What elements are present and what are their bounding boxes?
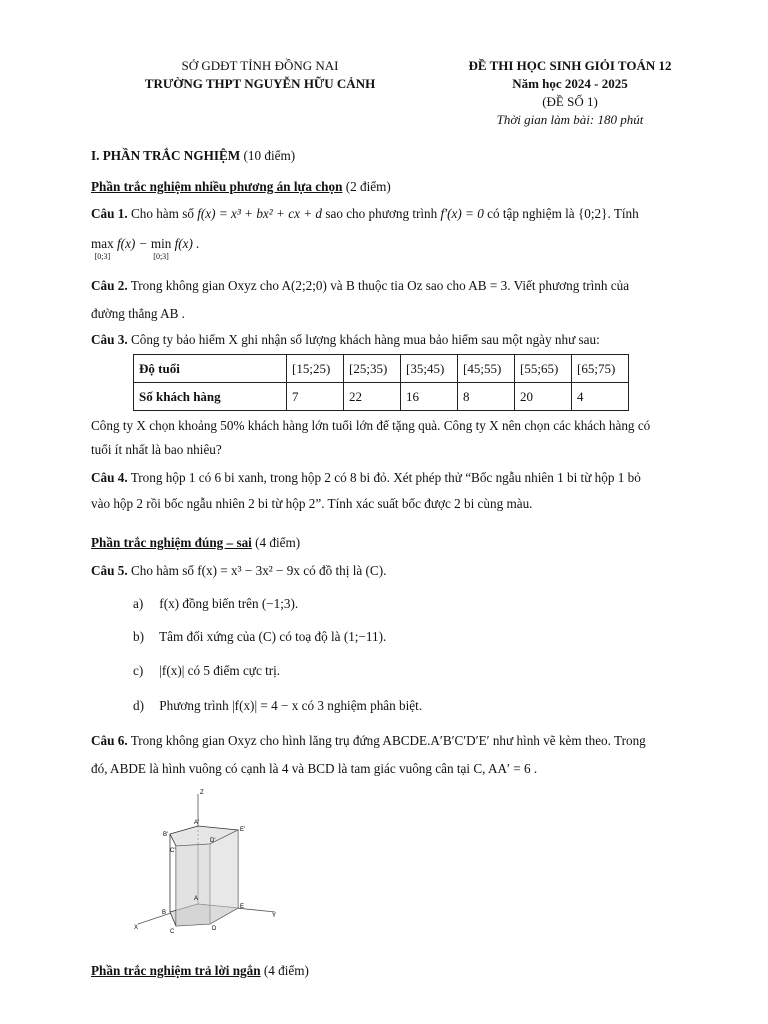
option-text: |f(x)| có 5 điểm cực trị. — [159, 663, 281, 678]
question-label: Câu 2. — [91, 278, 128, 293]
question-2-cont — [91, 304, 696, 323]
question-label: Câu 4. — [91, 470, 128, 485]
part-short-answer — [91, 961, 696, 980]
label-y: Y — [272, 913, 277, 919]
q4-text: Trong hộp 1 có 6 bi xanh, trong hộp 2 có 8 bi đỏ. Xét phép thử “Bốc ngẫu nhiên 1 bi từ hộp 1 bỏ — [130, 470, 641, 485]
table-cell: 8 — [458, 383, 515, 411]
question-3-cont — [91, 440, 696, 459]
q3-text: Công ty X chọn khoảng 50% khách hàng lớn tuổi lớn để tặng quà. Công ty X nên chọn các khách hàng có — [91, 418, 651, 433]
label-x: X — [134, 925, 139, 931]
option-label: d) — [133, 698, 144, 713]
table-cell: 16 — [401, 383, 458, 411]
q2-text: đường thẳng AB . — [91, 306, 185, 321]
school-header — [120, 57, 400, 93]
label-d: D — [212, 926, 217, 932]
label-c: C — [170, 929, 175, 935]
question-label: Câu 5. — [91, 563, 128, 578]
department-name: SỞ GDĐT TỈNH ĐỒNG NAI — [181, 58, 339, 73]
label-b: B — [162, 910, 167, 916]
section-title — [91, 146, 696, 165]
table-header-cell: Độ tuổi — [134, 355, 287, 383]
customer-table — [133, 354, 629, 411]
table-cell: [55;65) — [515, 355, 572, 383]
q4-text: vào hộp 2 rồi bốc ngẫu nhiên 2 bi từ hộp 2”. Tính xác suất bốc được 2 bi cùng màu. — [91, 496, 533, 511]
label-a-prime: A' — [194, 820, 200, 826]
table-cell: 22 — [344, 383, 401, 411]
table-row — [134, 355, 629, 383]
table-cell: 7 — [287, 383, 344, 411]
q6-text: Trong không gian Oxyz cho hình lăng trụ đứng ABCDE.A′B′C′D′E′ như hình vẽ kèm theo. Trong — [130, 733, 646, 748]
option-text: f(x) đồng biến trên (−1;3). — [159, 596, 299, 611]
question-2 — [91, 276, 696, 295]
section-title-text: I. PHẦN TRẮC NGHIỆM — [91, 148, 241, 163]
option-label: c) — [133, 663, 144, 678]
front-face — [176, 844, 210, 926]
q1-expression-part: f(x) . — [174, 236, 200, 251]
exam-duration: Thời gian làm bài: 180 phút — [496, 112, 644, 127]
max-text: max — [91, 236, 114, 251]
min-operator — [151, 236, 172, 261]
part-title: Phần trắc nghiệm nhiều phương án lựa chọn — [91, 179, 343, 194]
option-d — [133, 696, 422, 715]
label-b-prime: B' — [163, 832, 169, 838]
exam-title: ĐỀ THI HỌC SINH GIỎI TOÁN 12 — [468, 58, 672, 73]
part-title: Phần trắc nghiệm trả lời ngắn — [91, 963, 261, 978]
exam-number: (ĐỀ SỐ 1) — [542, 94, 598, 109]
q1-text: Cho hàm số — [130, 206, 194, 221]
part-title: Phần trắc nghiệm đúng – sai — [91, 535, 252, 550]
q5-text: Cho hàm số f(x) = x³ − 3x² − 9x có đồ thị là (C). — [130, 563, 387, 578]
option-label: b) — [133, 629, 144, 644]
part-points: (2 điểm) — [345, 179, 391, 194]
table-row — [134, 383, 629, 411]
school-year: Năm học 2024 - 2025 — [512, 76, 628, 91]
option-text: Tâm đối xứng của (C) có toạ độ là (1;−11). — [159, 629, 387, 644]
question-3-cont — [91, 416, 696, 435]
table-cell: [65;75) — [572, 355, 629, 383]
table-cell: [35;45) — [401, 355, 458, 383]
part-points: (4 điểm) — [263, 963, 309, 978]
option-a — [133, 594, 298, 613]
max-subscript: [0;3] — [94, 252, 111, 261]
question-label: Câu 1. — [91, 206, 128, 221]
question-3 — [91, 330, 696, 349]
question-4 — [91, 468, 696, 487]
question-6-cont — [91, 759, 696, 778]
table-header-cell: Số khách hàng — [134, 383, 287, 411]
option-text: Phương trình |f(x)| = 4 − x có 3 nghiệm phân biệt. — [159, 698, 423, 713]
part-multiple-choice — [91, 177, 696, 196]
label-c-prime: C' — [170, 848, 176, 854]
max-operator — [91, 236, 114, 261]
table-cell: [45;55) — [458, 355, 515, 383]
q1-expression-part: f(x) − — [117, 236, 151, 251]
question-label: Câu 3. — [91, 332, 128, 347]
label-a: A — [194, 896, 199, 902]
question-4-cont — [91, 494, 696, 513]
q1-set: {0;2} — [577, 206, 608, 221]
school-name: TRƯỜNG THPT NGUYỄN HỮU CẢNH — [144, 76, 376, 91]
q1-text: có tập nghiệm là — [487, 206, 575, 221]
option-label: a) — [133, 596, 144, 611]
option-c — [133, 661, 280, 680]
table-cell: [25;35) — [344, 355, 401, 383]
q1-formula: f(x) = x³ + bx² + cx + d — [197, 206, 323, 221]
question-6 — [91, 731, 696, 750]
q3-text: Công ty bảo hiểm X ghi nhận số lượng khách hàng mua bảo hiểm sau một ngày như sau: — [130, 332, 600, 347]
question-5 — [91, 561, 696, 580]
min-text: min — [150, 236, 172, 251]
label-d-prime: D' — [210, 838, 216, 844]
q1-expression — [91, 236, 200, 261]
q2-text: Trong không gian Oxyz cho A(2;2;0) và B thuộc tia Oz sao cho AB = 3. Viết phương trình của — [130, 278, 630, 293]
question-label: Câu 6. — [91, 733, 128, 748]
side-face — [210, 830, 238, 924]
min-subscript: [0;3] — [153, 252, 169, 261]
q6-text: đó, ABDE là hình vuông có cạnh là 4 và BCD là tam giác vuông cân tại C, AA′ = 6 . — [91, 761, 538, 776]
label-e-prime: E' — [240, 827, 246, 833]
q1-text: sao cho phương trình — [325, 206, 438, 221]
option-b — [133, 627, 386, 646]
prism-figure — [130, 784, 280, 944]
q1-equation: f′(x) = 0 — [440, 206, 484, 221]
part-points: (4 điểm) — [255, 535, 301, 550]
table-cell: 20 — [515, 383, 572, 411]
part-true-false — [91, 533, 696, 552]
q3-text: tuổi ít nhất là bao nhiêu? — [91, 442, 222, 457]
table-cell: [15;25) — [287, 355, 344, 383]
section-points: (10 điểm) — [243, 148, 296, 163]
q1-text: . Tính — [607, 206, 639, 221]
table-cell: 4 — [572, 383, 629, 411]
label-e: E — [240, 904, 245, 910]
label-z: Z — [200, 790, 204, 796]
question-1 — [91, 204, 696, 223]
exam-header — [420, 57, 720, 129]
